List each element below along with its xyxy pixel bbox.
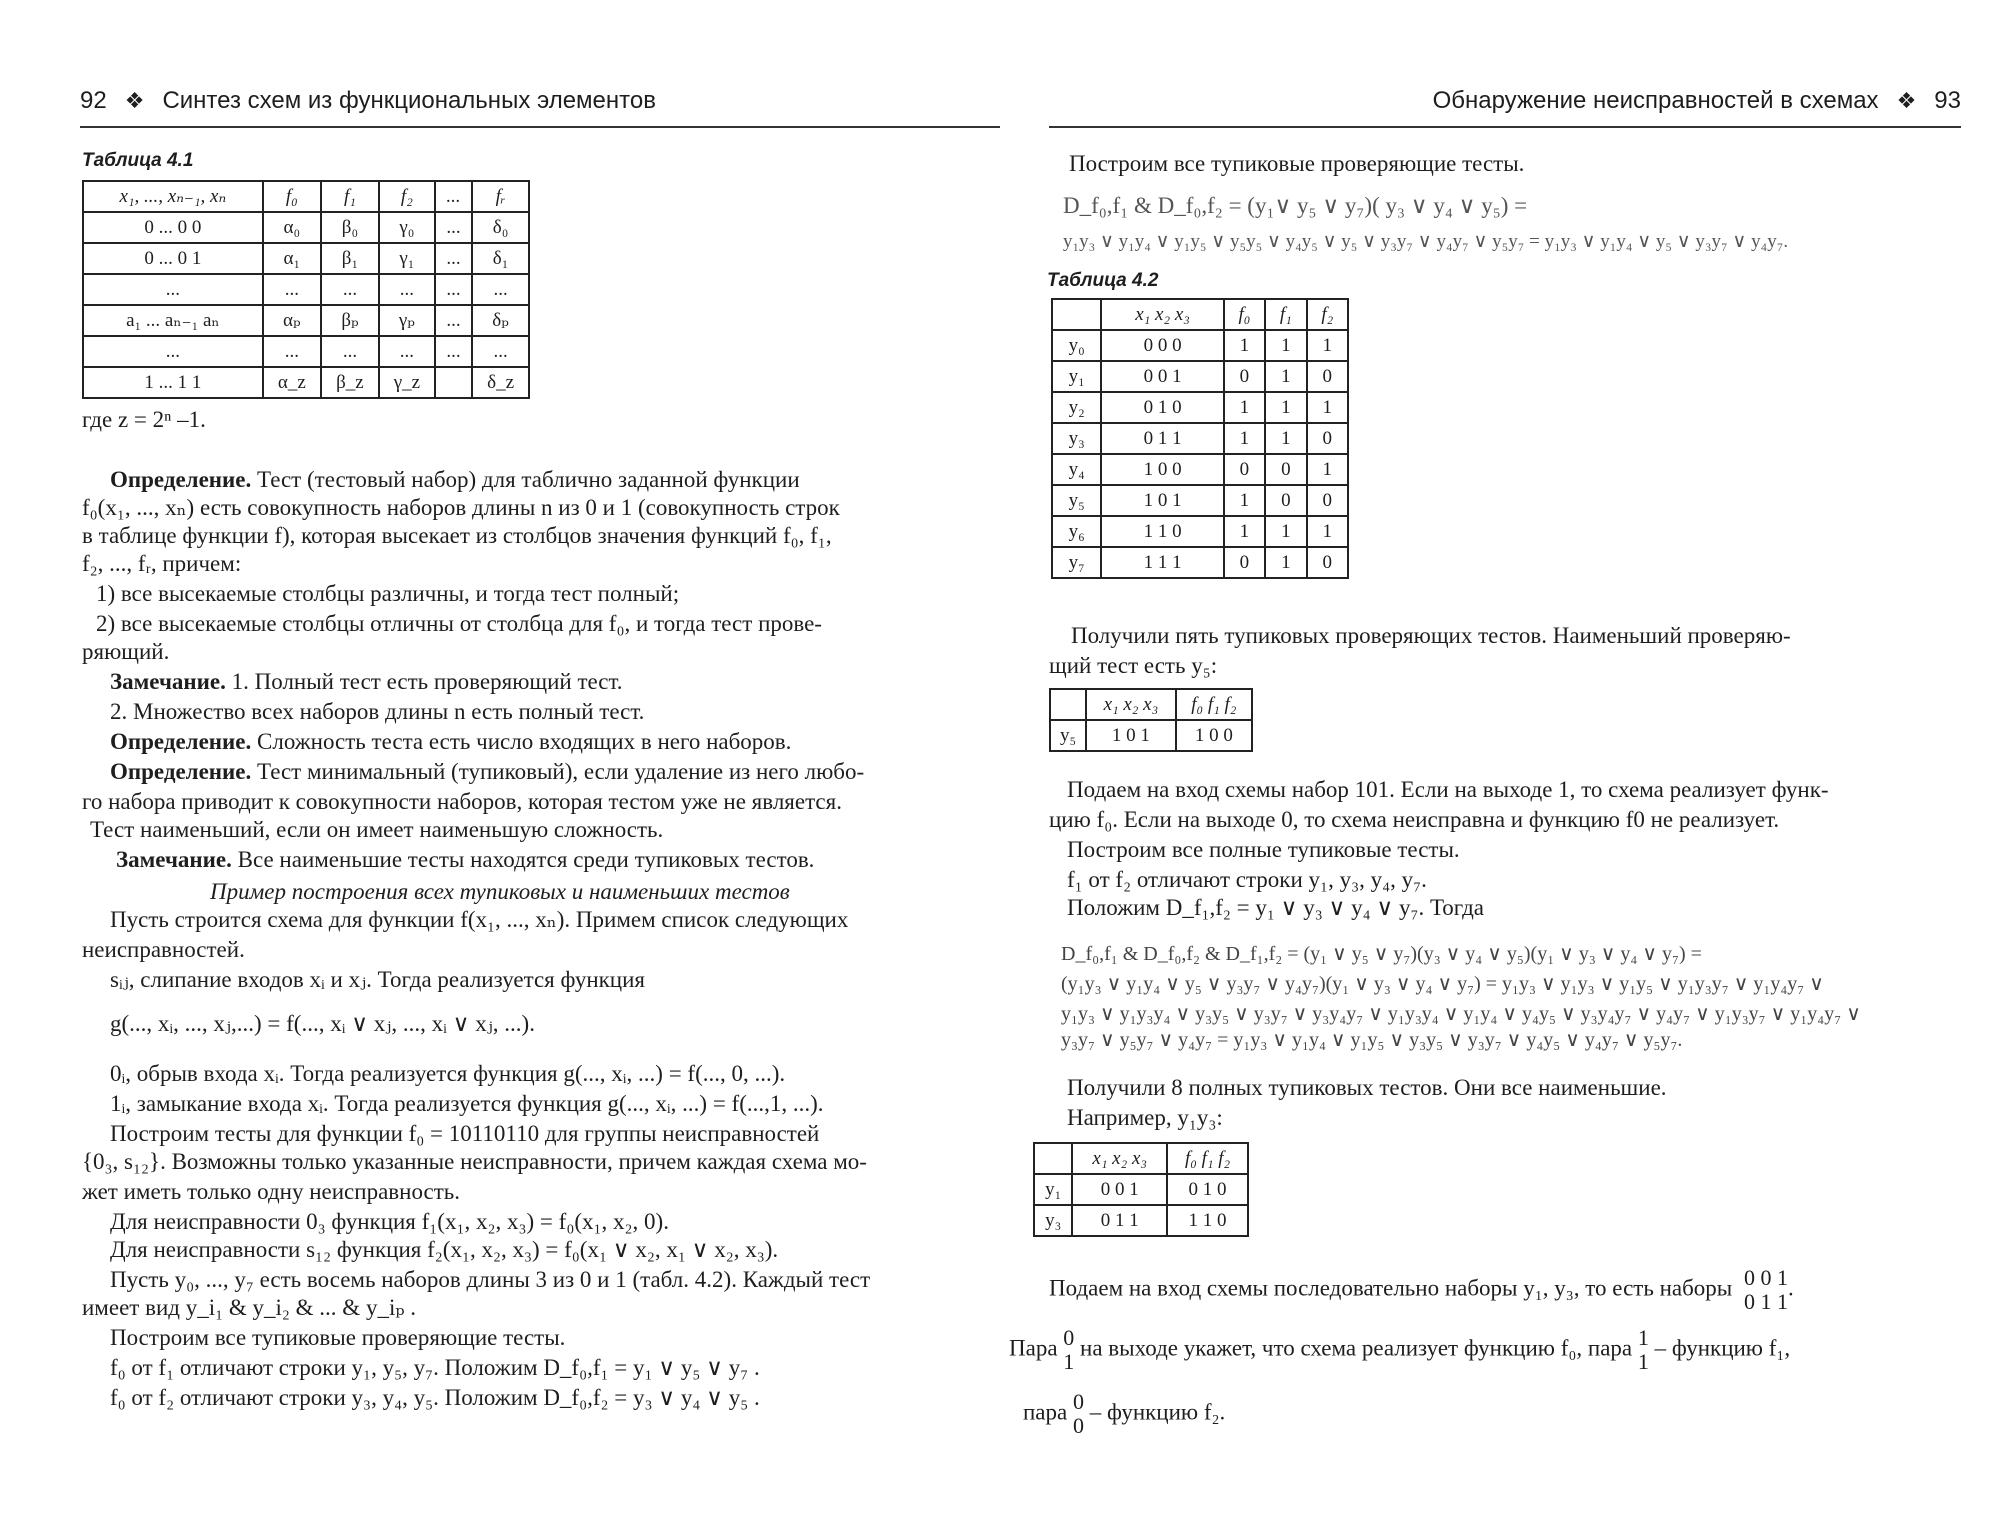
table-cell: ... xyxy=(435,243,472,274)
right-top-line: y₁y₃ ∨ y₁y₄ ∨ y₁y₅ ∨ y₅y₅ ∨ y₄y₅ ∨ y₅ ∨ y₃y₇ ∨ y₄y₇ ∨ y₅y₇ = y₁y₃ ∨ y₁y₄ ∨ y₅ ∨ y₃y₇ ∨ y₄y₇. xyxy=(1063,231,1789,252)
matrix-bottom: 0 1 1 xyxy=(1744,1289,1789,1314)
right-text-line: Построим все полные тупиковые тесты. xyxy=(1067,837,1460,862)
table-cell: 1 0 0 xyxy=(1176,720,1252,751)
fraction-2 xyxy=(1638,1326,1649,1374)
table-cell: β₁ xyxy=(321,243,379,274)
table-cell: γₚ xyxy=(379,305,435,336)
table-row xyxy=(1052,454,1348,485)
table-cell: δ_z xyxy=(472,367,529,398)
table-header-cell xyxy=(1034,1143,1072,1174)
final-text-3a: пара xyxy=(1023,1399,1068,1425)
table-cell: y₃ xyxy=(1034,1205,1072,1236)
left-text-line: Для неисправности s₁₂ функция f₂(x₁, x₂, x₃) = f₀(x₁ ∨ x₂, x₁ ∨ x₂, x₃). xyxy=(110,1237,779,1262)
table-cell: 0 xyxy=(1224,361,1265,392)
table-cell: 0 xyxy=(1307,423,1348,454)
table-cell: β_z xyxy=(321,367,379,398)
table-cell: y₇ xyxy=(1052,547,1101,578)
table41 xyxy=(82,180,530,399)
frac3-bottom: 0 xyxy=(1072,1413,1084,1438)
right-text-line: D_f₀,f₁ & D_f₀,f₂ & D_f₁,f₂ = (y₁ ∨ y₅ ∨ y₇)(y₃ ∨ y₄ ∨ y₅)(y₁ ∨ y₃ ∨ y₄ ∨ y₇) = xyxy=(1061,943,1702,965)
table-header-cell: f₀ f₁ f₂ xyxy=(1167,1143,1248,1174)
table-row xyxy=(1052,485,1348,516)
table-header-cell: fᵣ xyxy=(472,181,529,212)
left-text-line: 1) все высекаемые столбцы различны, и тогда тест полный; xyxy=(96,581,680,606)
table-cell: 1 xyxy=(1224,485,1265,516)
table-cell: 0 1 0 xyxy=(1167,1174,1248,1205)
right-text-line: f₁ от f₂ отличают строки y₁, y₃, y₄, y₇. xyxy=(1067,867,1427,892)
table-cell: 1 xyxy=(1307,454,1348,485)
table-header-cell: f₀ f₁ f₂ xyxy=(1176,689,1252,720)
final-line-1 xyxy=(1049,1266,1794,1314)
table-cell: ... xyxy=(472,336,529,367)
right-text-line: Например, y₁y₃: xyxy=(1067,1105,1223,1130)
table-cell: ... xyxy=(379,274,435,305)
matrix-end: . xyxy=(1788,1275,1794,1301)
table-cell: 0 xyxy=(1307,361,1348,392)
right-top-line: D_f₀,f₁ & D_f₀,f₂ = (y₁∨ y₅ ∨ y₇)( y₃ ∨ y₄ ∨ y₅) = xyxy=(1063,193,1528,218)
table-cell: 0 1 1 xyxy=(1101,423,1223,454)
table-header-row xyxy=(83,181,529,212)
table-cell: 0 xyxy=(1265,485,1306,516)
table41-note: где z = 2ⁿ –1. xyxy=(82,407,206,432)
table-row xyxy=(1034,1174,1248,1205)
table-row xyxy=(1050,720,1252,751)
table-row xyxy=(83,367,529,398)
left-text-line: Построим тесты для функции f₀ = 10110110 для группы неисправностей xyxy=(110,1121,820,1146)
matrix-top: 0 0 1 xyxy=(1744,1265,1789,1290)
table-header-cell: ... xyxy=(435,181,472,212)
table-cell: ... xyxy=(321,336,379,367)
table-cell: ... xyxy=(435,274,472,305)
table-header-cell: f₀ xyxy=(1224,299,1265,330)
matrix xyxy=(1744,1266,1788,1314)
table-header-row xyxy=(1052,299,1348,330)
table-header-cell: x₁ x₂ x₃ xyxy=(1086,689,1175,720)
left-text-line: в таблице функции f), которая высекает из столбцов значения функций f₀, f₁, xyxy=(82,523,832,548)
table-row xyxy=(83,243,529,274)
table-cell: 1 xyxy=(1307,392,1348,423)
table-cell: 1 xyxy=(1265,392,1306,423)
table-row xyxy=(1052,361,1348,392)
frac3-top: 0 xyxy=(1072,1389,1084,1414)
table-cell: ... xyxy=(379,336,435,367)
table-cell: 1 xyxy=(1307,330,1348,361)
left-text-line: 0ᵢ, обрыв входа xᵢ. Тогда реализуется функция g(..., xᵢ, ...) = f(..., 0, ...). xyxy=(110,1061,786,1086)
table-cell: 0 ... 0 1 xyxy=(83,243,263,274)
ornament-icon: ❖ xyxy=(124,88,145,113)
table-cell: 0 xyxy=(1224,454,1265,485)
table-cell: 1 0 1 xyxy=(1086,720,1175,751)
table-cell: δ₁ xyxy=(472,243,529,274)
table-cell: 1 xyxy=(1265,547,1306,578)
table-cell: 0 1 0 xyxy=(1101,392,1223,423)
left-page-number: 92 xyxy=(80,87,107,114)
table-cell xyxy=(435,367,472,398)
table-header-cell: x₁ x₂ x₃ xyxy=(1072,1143,1167,1174)
left-text-line: неисправностей. xyxy=(82,937,245,962)
table-cell: y₅ xyxy=(1050,720,1086,751)
table-cell: y₄ xyxy=(1052,454,1101,485)
ornament-icon: ❖ xyxy=(1896,88,1917,113)
right-page-number: 93 xyxy=(1934,87,1961,114)
left-text-line: 2. Множество всех наборов длины n есть полный тест. xyxy=(110,699,645,724)
table-cell: 1 xyxy=(1265,330,1306,361)
table-cell: αₚ xyxy=(263,305,321,336)
frac1-top: 0 xyxy=(1063,1325,1075,1350)
left-text-line: жет иметь только одну неисправность. xyxy=(82,1179,461,1204)
table-row xyxy=(1052,392,1348,423)
table-cell: 0 0 1 xyxy=(1101,361,1223,392)
table-cell: ... xyxy=(435,305,472,336)
left-text-line: f₀ от f₁ отличают строки y₁, y₅, y₇. Положим D_f₀,f₁ = y₁ ∨ y₅ ∨ y₇ . xyxy=(110,1355,760,1380)
table-cell: δ₀ xyxy=(472,212,529,243)
right-text-line: (y₁y₃ ∨ y₁y₄ ∨ y₅ ∨ y₃y₇ ∨ y₄y₇)(y₁ ∨ y₃ ∨ y₄ ∨ y₇) = y₁y₃ ∨ y₁y₃ ∨ y₁y₅ ∨ y₁y₃y₇ ∨ y₁y₄y₇ ∨ xyxy=(1061,973,1824,995)
table-row xyxy=(1052,516,1348,547)
left-text-line: f₀ от f₂ отличают строки y₃, y₄, y₅. Положим D_f₀,f₂ = y₃ ∨ y₄ ∨ y₅ . xyxy=(110,1385,760,1410)
bold-lead: Определение. xyxy=(110,467,252,492)
table-cell: 0 0 0 xyxy=(1101,330,1223,361)
frac2-top: 1 xyxy=(1637,1325,1649,1350)
table-row xyxy=(83,305,529,336)
table-cell: 1 xyxy=(1265,361,1306,392)
left-text-line: f₂, ..., fᵣ, причем: xyxy=(82,551,242,576)
table-cell: y₁ xyxy=(1034,1174,1072,1205)
table-cell: 1 0 1 xyxy=(1101,485,1223,516)
table-cell: ... xyxy=(472,274,529,305)
table-header-row xyxy=(1050,689,1252,720)
table-cell: 1 xyxy=(1307,516,1348,547)
table-cell: γ_z xyxy=(379,367,435,398)
table-cell: 0 xyxy=(1307,485,1348,516)
table-cell: ... xyxy=(321,274,379,305)
left-text-line: Пример построения всех тупиковых и наименьших тестов xyxy=(210,879,790,904)
left-header-title: Синтез схем из функциональных элементов xyxy=(162,87,656,114)
left-text-line: 1ᵢ, замыкание входа xᵢ. Тогда реализуется функция g(..., xᵢ, ...) = f(...,1, ...). xyxy=(110,1091,824,1116)
table-cell: 1 xyxy=(1224,516,1265,547)
bold-lead: Определение. xyxy=(110,729,252,754)
table-header-cell: f₂ xyxy=(1307,299,1348,330)
left-text-line: го набора приводит к совокупности наборов, которая тестом уже не является. xyxy=(82,789,842,814)
table-cell: 1 1 1 xyxy=(1101,547,1223,578)
right-text-line: цию f₀. Если на выходе 0, то схема неисправна и функцию f0 не реализует. xyxy=(1049,807,1780,832)
table-header-cell xyxy=(1052,299,1101,330)
final-line-3 xyxy=(1023,1390,1225,1438)
table-header-cell: f₁ xyxy=(1265,299,1306,330)
table-header-cell: f₂ xyxy=(379,181,435,212)
right-top-line: Построим все тупиковые проверяющие тесты. xyxy=(1069,151,1525,176)
left-text-line: Замечание. 1. Полный тест есть проверяющий тест. xyxy=(110,669,623,694)
left-text-line: {0₃, s₁₂}. Возможны только указанные неисправности, причем каждая схема мо- xyxy=(82,1149,867,1174)
table-cell: 1 1 0 xyxy=(1167,1205,1248,1236)
table-cell: 1 1 0 xyxy=(1101,516,1223,547)
small-table-y1y3 xyxy=(1033,1142,1249,1237)
table-cell: ... xyxy=(435,212,472,243)
table-cell: α₀ xyxy=(263,212,321,243)
table-row xyxy=(1052,547,1348,578)
bold-lead: Определение. xyxy=(110,759,252,784)
table-cell: 0 xyxy=(1224,547,1265,578)
table-cell: 0 1 1 xyxy=(1072,1205,1167,1236)
table-header-cell: x₁, ..., xₙ₋₁, xₙ xyxy=(83,181,263,212)
table-cell: γ₁ xyxy=(379,243,435,274)
fraction-1 xyxy=(1063,1326,1074,1374)
table-cell: y₂ xyxy=(1052,392,1101,423)
table-cell: 1 xyxy=(1224,392,1265,423)
frac1-bottom: 1 xyxy=(1063,1349,1075,1374)
left-text-line: Определение. Тест (тестовый набор) для таблично заданной функции xyxy=(110,467,800,492)
bold-lead: Замечание. xyxy=(110,669,226,694)
table-cell: ... xyxy=(83,274,263,305)
right-mid-line: Получили пять тупиковых проверяющих тестов. Наименьший проверяю- xyxy=(1071,623,1791,648)
table-cell: ... xyxy=(435,336,472,367)
final-text-1: Подаем на вход схемы последовательно наборы y₁, y₃, то есть наборы xyxy=(1049,1275,1733,1301)
table-row xyxy=(83,336,529,367)
table-cell: ... xyxy=(263,336,321,367)
table-cell: α_z xyxy=(263,367,321,398)
left-running-header xyxy=(80,86,1000,128)
left-text-line: Пусть y₀, ..., y₇ есть восемь наборов длины 3 из 0 и 1 (табл. 4.2). Каждый тест xyxy=(110,1267,871,1292)
table-header-cell: f₁ xyxy=(321,181,379,212)
right-running-header xyxy=(1049,86,1961,128)
right-text-line: y₁y₃ ∨ y₁y₃y₄ ∨ y₃y₅ ∨ y₃y₇ ∨ y₃y₄y₇ ∨ y₁y₃y₄ ∨ y₁y₄ ∨ y₄y₅ ∨ y₃y₄y₇ ∨ y₄y₇ ∨ y₁y₃y₇ ∨ y₁y₄y₇ ∨ xyxy=(1061,1003,1861,1025)
table-cell: 1 0 0 xyxy=(1101,454,1223,485)
table-row xyxy=(1034,1205,1248,1236)
left-text-line: Замечание. Все наименьшие тесты находятся среди тупиковых тестов. xyxy=(116,847,815,872)
left-text-line: Определение. Сложность теста есть число входящих в него наборов. xyxy=(110,729,792,754)
right-text-line: Положим D_f₁,f₂ = y₁ ∨ y₃ ∨ y₄ ∨ y₇. Тогда xyxy=(1067,895,1484,920)
table-cell: ... xyxy=(263,274,321,305)
right-mid-line: щий тест есть y₅: xyxy=(1049,653,1218,678)
table-cell: y₀ xyxy=(1052,330,1101,361)
table41-caption: Таблица 4.1 xyxy=(82,150,194,171)
table-header-cell: x₁ x₂ x₃ xyxy=(1101,299,1223,330)
right-text-line: Подаем на вход схемы набор 101. Если на выходе 1, то схема реализует функ- xyxy=(1067,777,1829,802)
table-cell: 1 ... 1 1 xyxy=(83,367,263,398)
right-page xyxy=(1005,0,2010,1530)
table-cell: y₆ xyxy=(1052,516,1101,547)
table-cell: 1 xyxy=(1265,423,1306,454)
table-header-row xyxy=(1034,1143,1248,1174)
table42-caption: Таблица 4.2 xyxy=(1047,270,1159,291)
table-cell: δₚ xyxy=(472,305,529,336)
table-cell: α₁ xyxy=(263,243,321,274)
left-text-line: f₀(x₁, ..., xₙ) есть совокупность наборов длины n из 0 и 1 (совокупность строк xyxy=(82,495,840,520)
frac2-bottom: 1 xyxy=(1637,1349,1649,1374)
bold-lead: Замечание. xyxy=(116,847,232,872)
left-text-line: Тест наименьший, если он имеет наименьшую сложность. xyxy=(90,817,664,842)
left-text-line: 2) все высекаемые столбцы отличны от столбца для f₀, и тогда тест прове- xyxy=(96,611,822,636)
final-text-2c: – функцию f₁, xyxy=(1654,1335,1791,1361)
table-cell: γ₀ xyxy=(379,212,435,243)
table-cell: 0 0 1 xyxy=(1072,1174,1167,1205)
table-cell: 1 xyxy=(1224,330,1265,361)
right-text-line: Получили 8 полных тупиковых тестов. Они все наименьшие. xyxy=(1067,1075,1667,1100)
table-cell: 0 ... 0 0 xyxy=(83,212,263,243)
table42 xyxy=(1051,298,1349,579)
left-text-line: Построим все тупиковые проверяющие тесты. xyxy=(110,1325,566,1350)
left-text-line: sᵢⱼ, слипание входов xᵢ и xⱼ. Тогда реализуется функция xyxy=(110,967,645,992)
left-text-line: Пусть строится схема для функции f(x₁, ..., xₙ). Примем список следующих xyxy=(110,907,849,932)
fraction-3 xyxy=(1073,1390,1084,1438)
table-cell: a₁ ... aₙ₋₁ aₙ xyxy=(83,305,263,336)
right-text-line: y₃y₇ ∨ y₅y₇ ∨ y₄y₇ = y₁y₃ ∨ y₁y₄ ∨ y₁y₅ ∨ y₃y₅ ∨ y₃y₇ ∨ y₄y₅ ∨ y₄y₇ ∨ y₅y₇. xyxy=(1061,1029,1683,1051)
table-cell: y₃ xyxy=(1052,423,1101,454)
table-row xyxy=(1052,330,1348,361)
table-row xyxy=(83,212,529,243)
table-cell: 1 xyxy=(1265,516,1306,547)
final-text-3b: – функцию f₂. xyxy=(1089,1399,1226,1425)
table-cell: βₚ xyxy=(321,305,379,336)
table-cell: β₀ xyxy=(321,212,379,243)
table-row xyxy=(83,274,529,305)
final-text-2b: на выходе укажет, что схема реализует функцию f₀, пара xyxy=(1080,1335,1633,1361)
table-header-cell xyxy=(1050,689,1086,720)
table-cell: 0 xyxy=(1265,454,1306,485)
right-header-title: Обнаружение неисправностей в схемах xyxy=(1432,87,1879,114)
left-text-line: Определение. Тест минимальный (тупиковый), если удаление из него любо- xyxy=(110,759,865,784)
left-text-line: ряющий. xyxy=(82,639,170,664)
final-text-2a: Пара xyxy=(1009,1335,1058,1361)
table-cell: 0 xyxy=(1307,547,1348,578)
final-line-2 xyxy=(1009,1326,1790,1374)
table-cell: y₁ xyxy=(1052,361,1101,392)
left-text-line: имеет вид y_i₁ & y_i₂ & ... & y_iₚ . xyxy=(82,1295,417,1320)
table-cell: 1 xyxy=(1224,423,1265,454)
left-text-line: g(..., xᵢ, ..., xⱼ,...) = f(..., xᵢ ∨ xⱼ, ..., xᵢ ∨ xⱼ, ...). xyxy=(110,1011,535,1036)
table-header-cell: f₀ xyxy=(263,181,321,212)
small-table-y5 xyxy=(1049,688,1253,752)
left-text-line: Для неисправности 0₃ функция f₁(x₁, x₂, x₃) = f₀(x₁, x₂, 0). xyxy=(110,1209,669,1234)
table-cell: y₅ xyxy=(1052,485,1101,516)
table-row xyxy=(1052,423,1348,454)
table-cell: ... xyxy=(83,336,263,367)
